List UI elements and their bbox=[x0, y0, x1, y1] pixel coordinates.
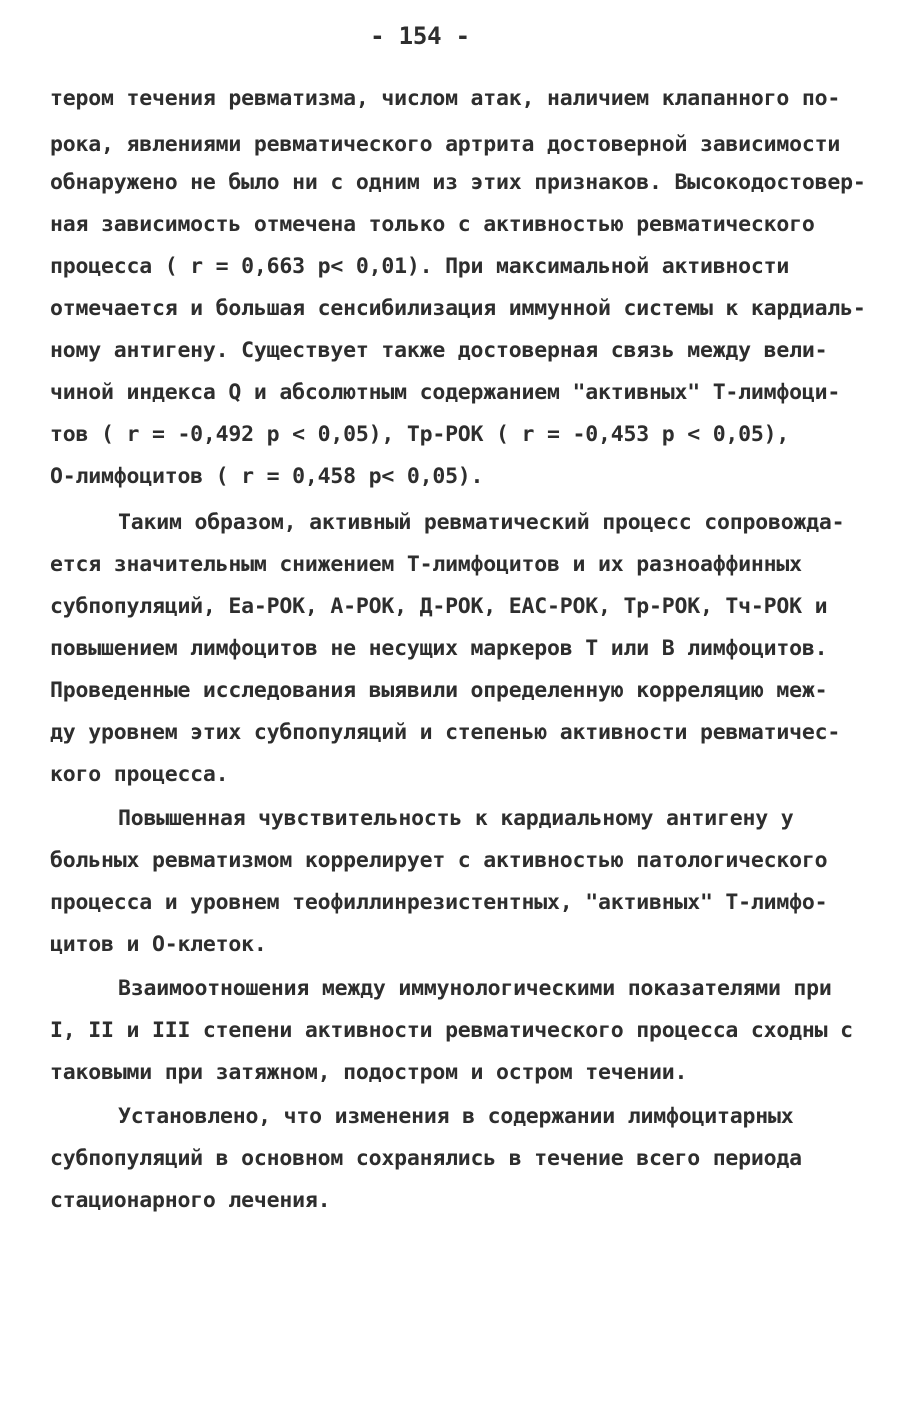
text-line: ному антигену. Существует также достоверная связь между вели- bbox=[50, 338, 828, 363]
text-line: субпопуляций в основном сохранялись в течение всего периода bbox=[50, 1146, 802, 1171]
text-line: О-лимфоцитов ( r = 0,458 p< 0,05). bbox=[50, 464, 484, 489]
text-line: обнаружено не было ни с одним из этих признаков. Высокодостовер- bbox=[50, 170, 866, 195]
text-line: больных ревматизмом коррелирует с активностью патологического bbox=[50, 848, 828, 873]
text-line: ная зависимость отмечена только с активностью ревматического bbox=[50, 212, 815, 237]
text-line: ется значительным снижением Т-лимфоцитов и их разноаффинных bbox=[50, 552, 802, 577]
text-line: ду уровнем этих субпопуляций и степенью активности ревматичес- bbox=[50, 720, 841, 745]
text-line: рока, явлениями ревматического артрита достоверной зависимости bbox=[50, 132, 841, 157]
text-line: кого процесса. bbox=[50, 762, 229, 787]
text-line: Повышенная чувствительность к кардиальному антигену у bbox=[118, 806, 794, 831]
text-line: повышением лимфоцитов не несущих маркеров Т или В лимфоцитов. bbox=[50, 636, 828, 661]
text-line: субпопуляций, Еа-РОК, А-РОК, Д-РОК, ЕАС-РОК, Тр-РОК, Тч-РОК и bbox=[50, 594, 828, 619]
text-line: стационарного лечения. bbox=[50, 1188, 331, 1213]
text-line: отмечается и большая сенсибилизация иммунной системы к кардиаль- bbox=[50, 296, 866, 321]
page-number: - 154 - bbox=[370, 22, 470, 50]
text-line: Таким образом, активный ревматический процесс сопровожда- bbox=[118, 510, 845, 535]
text-line: таковыми при затяжном, подостром и остром течении. bbox=[50, 1060, 688, 1085]
text-line: I, II и III степени активности ревматического процесса сходны с bbox=[50, 1018, 853, 1043]
text-line: чиной индекса Q и абсолютным содержанием "активных" Т-лимфоци- bbox=[50, 380, 841, 405]
text-line: процесса и уровнем теофиллинрезистентных, "активных" Т-лимфо- bbox=[50, 890, 828, 915]
text-line: Установлено, что изменения в содержании лимфоцитарных bbox=[118, 1104, 794, 1129]
text-line: тов ( r = -0,492 p < 0,05), Тр-РОК ( r = -0,453 p < 0,05), bbox=[50, 422, 790, 447]
text-line: тером течения ревматизма, числом атак, наличием клапанного по- bbox=[50, 86, 841, 111]
text-line: цитов и О-клеток. bbox=[50, 932, 267, 957]
text-line: процесса ( r = 0,663 p< 0,01). При максимальной активности bbox=[50, 254, 790, 279]
text-line: Проведенные исследования выявили определенную корреляцию меж- bbox=[50, 678, 828, 703]
text-line: Взаимоотношения между иммунологическими показателями при bbox=[118, 976, 832, 1001]
